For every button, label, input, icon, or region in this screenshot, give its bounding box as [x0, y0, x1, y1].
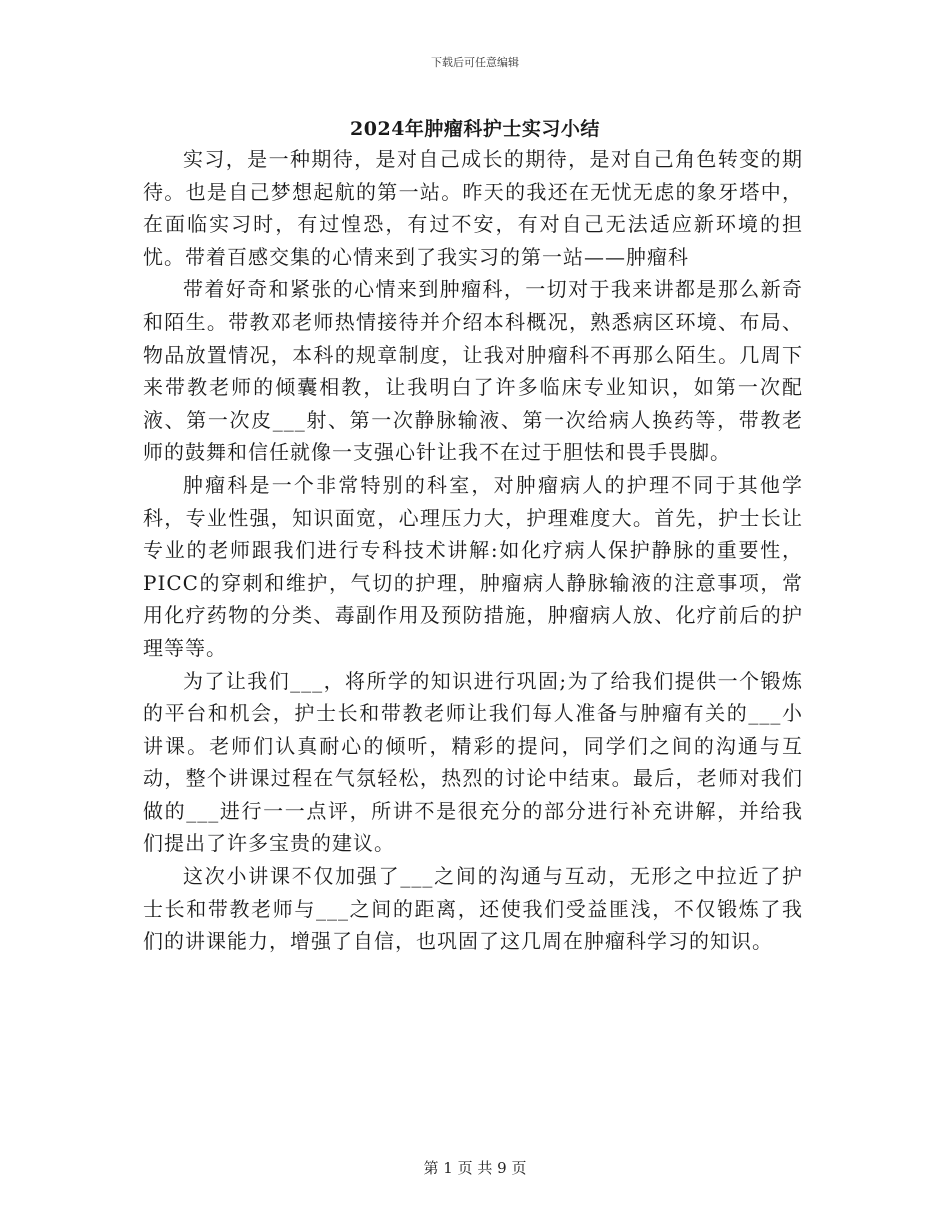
document-body: [143, 143, 803, 958]
page-number: 第 1 页 共 9 页: [423, 1159, 527, 1177]
paragraph: 实习，是一种期待，是对自己成长的期待，是对自己角色转变的期待。也是自己梦想起航的第一站。昨天的我还在无忧无虑的象牙塔中，在面临实习时，有过惶恐，有过不安，有对自己无法适应新环境的担忧。带着百感交集的心情来到了我实习的第一站——肿瘤科: [143, 147, 803, 269]
paragraph: 这次小讲课不仅加强了___之间的沟通与互动，无形之中拉近了护士长和带教老师与___之间的距离，还使我们受益匪浅，不仅锻炼了我们的讲课能力，增强了自信，也巩固了这几周在肿瘤科学习的知识。: [143, 864, 803, 954]
paragraph: 肿瘤科是一个非常特别的科室，对肿瘤病人的护理不同于其他学科，专业性强，知识面宽，心理压力大，护理难度大。首先，护士长让专业的老师跟我们进行专科技术讲解:如化疗病人保护静脉的重要性，PICC的穿刺和维护，气切的护理，肿瘤病人静脉输液的注意事项，常用化疗药物的分类、毒副作用及预防措施，肿瘤病人放、化疗前后的护理等等。: [143, 472, 803, 660]
header-note: 下载后可任意编辑: [431, 56, 519, 69]
paragraph: 带着好奇和紧张的心情来到肿瘤科，一切对于我来讲都是那么新奇和陌生。带教邓老师热情接待并介绍本科概况，熟悉病区环境、布局、物品放置情况，本科的规章制度，让我对肿瘤科不再那么陌生。几周下来带教老师的倾囊相教，让我明白了许多临床专业知识，如第一次配液、第一次皮___射、第一次静脉输液、第一次给病人换药等，带教老师的鼓舞和信任就像一支强心针让我不在过于胆怯和畏手畏脚。: [143, 277, 803, 465]
paragraph: 为了让我们___，将所学的知识进行巩固;为了给我们提供一个锻炼的平台和机会，护士长和带教老师让我们每人准备与肿瘤有关的___小讲课。老师们认真耐心的倾听，精彩的提问，同学们之间的沟通与互动，整个讲课过程在气氛轻松，热烈的讨论中结束。最后，老师对我们做的___进行一一点评，所讲不是很充分的部分进行补充讲解，并给我们提出了许多宝贵的建议。: [143, 668, 803, 856]
document-title: 2024年肿瘤科护士实习小结: [350, 118, 600, 140]
